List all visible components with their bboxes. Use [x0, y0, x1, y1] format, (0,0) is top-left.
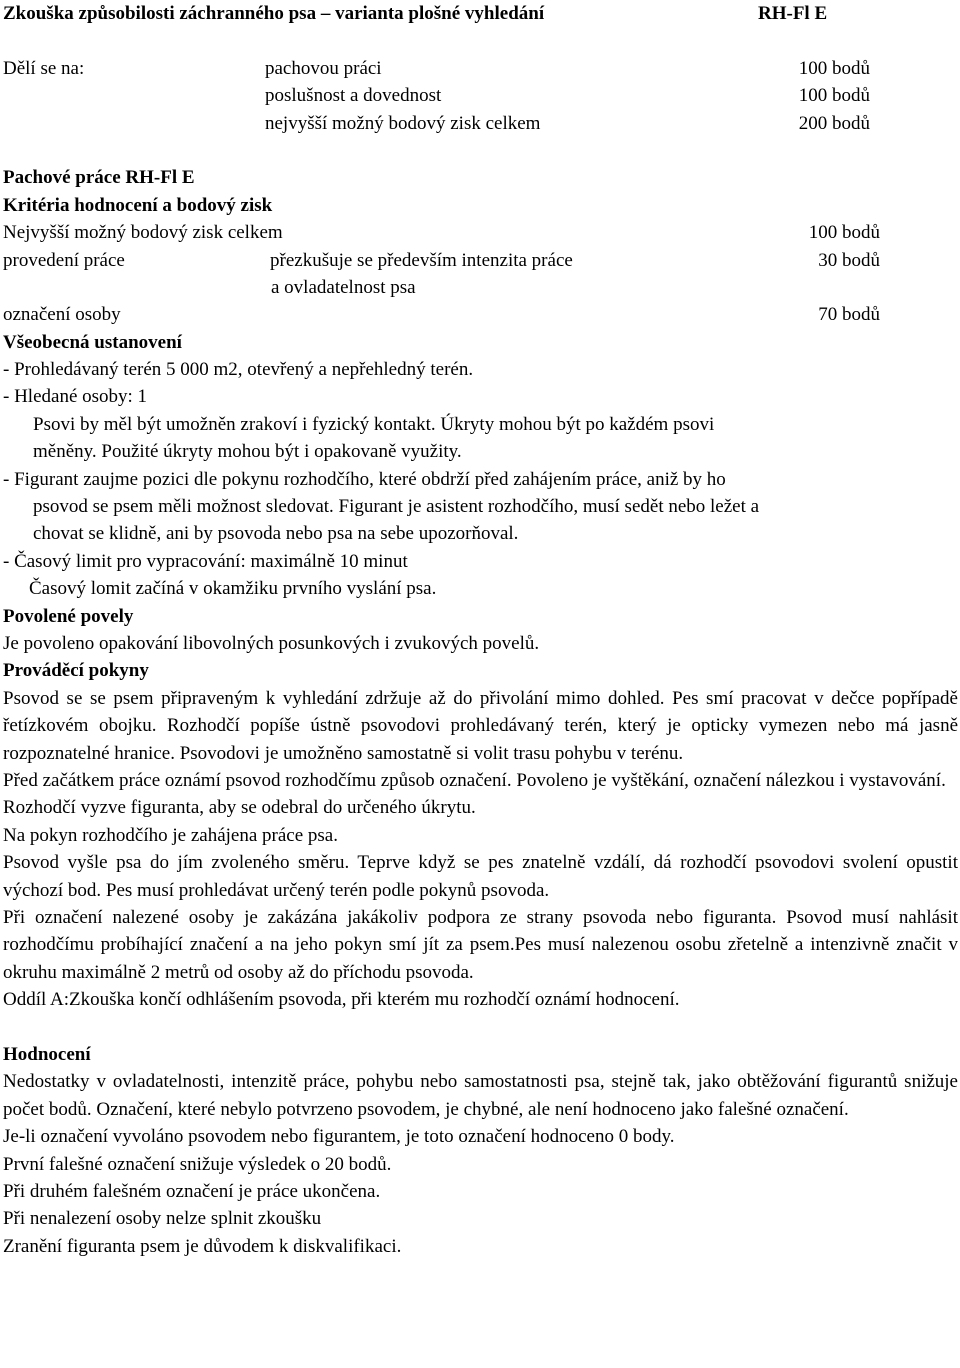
execution-row [3, 247, 958, 274]
evaluation-paragraph: Při nenalezení osoby nelze splnit zkoušku [3, 1208, 322, 1230]
instructions-paragraph: Při označení nalezené osoby je zakázána jakákoliv podpora ze strany psovoda nebo figuranta. Psovod musí nahlásit rozhodčímu probíhající značení a na jeho pokyn smí jít za psem.Pes musí nalezenou osobu zřetelně a intenzivně značit v okruhu maximálně 2 metrů od osoby až do příchodu psovoda. [3, 907, 958, 983]
split-row-1 [3, 55, 958, 82]
general-item: - Figurant zaujme pozici dle pokynu rozhodčího, které obdrží před zahájením práce, aniž by ho [3, 468, 726, 490]
instructions-paragraph: Psovod se se psem připraveným k vyhledání zdržuje až do přivolání mimo dohled. Pes smí pracovat v dečce popřípadě řetízkovém obojku. Rozhodčí popíše ústně psovodovi prohledávaný terén, který je opticky vymezen nebo má jasně rozpoznatelné hranice. Psovodovi je umožněno samostatně si volit trasu pohybu v terénu. [3, 687, 958, 764]
marking-label: označení osoby [3, 304, 121, 326]
evaluation-paragraph: První falešné označení snižuje výsledek o 20 bodů. [3, 1153, 392, 1175]
exam-code: RH-Fl E [758, 3, 828, 24]
general-item: - Prohledávaný terén 5 000 m2, otevřený a nepřehledný terén. [3, 359, 474, 381]
commands-heading: Povolené povely [3, 605, 134, 627]
general-heading: Všeobecná ustanovení [3, 331, 182, 353]
split-row-2 [3, 82, 958, 109]
criteria-heading: Kritéria hodnocení a bodový zisk [3, 194, 273, 216]
evaluation-paragraph: Je-li označení vyvoláno psovodem nebo figurantem, je toto označení hodnoceno 0 body. [3, 1126, 675, 1148]
instructions-paragraph: Oddíl A:Zkouška končí odhlášením psovoda, při kterém mu rozhodčí oznámí hodnocení. [3, 989, 680, 1011]
instructions-paragraph: Před začátkem práce oznámí psovod rozhodčímu způsob označení. Povoleno je vyštěkání, označení nálezkou i vystavování. [3, 769, 946, 791]
general-item-cont: chovat se klidně, ani by psovoda nebo psa na sebe upozorňoval. [33, 523, 519, 545]
general-item-cont: měněny. Použité úkryty mohou být i opakovaně využity. [33, 441, 462, 463]
execution-label: provedení práce [3, 249, 125, 271]
split-label: Dělí se na: [3, 57, 85, 79]
split-item-points: 100 bodů [798, 57, 870, 79]
general-item-cont: Psovi by měl být umožněn zrakoví i fyzický kontakt. Úkryty mohou být po každém psovi [33, 413, 715, 435]
instructions-paragraph: Rozhodčí vyzve figuranta, aby se odebral do určeného úkrytu. [3, 797, 476, 819]
evaluation-paragraph: Nedostatky v ovladatelnosti, intenzitě práce, pohybu nebo samostatnosti psa, stejně tak, jako obtěžování figurantů snižuje počet bodů. Označení, které nebylo potvrzeno psovodem, je chybné, ale není hodnoceno jako falešné označení. [3, 1071, 958, 1120]
document-header [3, 0, 958, 27]
document-title: Zkouška způsobilosti záchranného psa – varianta plošné vyhledání [3, 3, 545, 24]
instructions-heading: Prováděcí pokyny [3, 660, 149, 682]
max-points-value: 100 bodů [808, 222, 880, 244]
split-item-name: pachovou práci [265, 57, 382, 79]
split-item-name: nejvyšší možný bodový zisk celkem [265, 112, 541, 134]
execution-desc: přezkušuje se především intenzita práce [270, 249, 573, 271]
general-item-cont: psovod se psem měli možnost sledovat. Figurant je asistent rozhodčího, musí sedět nebo ležet a [33, 496, 760, 518]
instructions-paragraph: Psovod vyšle psa do jím zvoleného směru. Teprve když se pes znatelně vzdálí, dá rozhodčí psovodovi svolení opustit výchozí bod. Pes musí prohledávat určený terén podle pokynů psovoda. [3, 852, 958, 901]
general-item: - Časový limit pro vypracování: maximálně 10 minut [3, 550, 408, 572]
split-row-3 [3, 110, 958, 137]
execution-desc-2: a ovladatelnost psa [271, 276, 416, 298]
split-item-points: 100 bodů [798, 85, 870, 107]
evaluation-paragraph: Při druhém falešném označení je práce ukončena. [3, 1181, 381, 1203]
evaluation-heading: Hodnocení [3, 1044, 91, 1066]
general-item-cont: Časový lomit začíná v okamžiku prvního vyslání psa. [29, 578, 437, 600]
marking-points: 70 bodů [818, 304, 880, 326]
document-page [3, 0, 958, 1260]
commands-text: Je povoleno opakování libovolných posunkových i zvukových povelů. [3, 632, 540, 654]
instructions-paragraph: Na pokyn rozhodčího je zahájena práce psa. [3, 824, 338, 846]
max-points-label: Nejvyšší možný bodový zisk celkem [3, 222, 283, 244]
max-points-row [3, 219, 958, 246]
split-item-points: 200 bodů [798, 112, 870, 134]
general-item: - Hledané osoby: 1 [3, 386, 148, 408]
marking-row [3, 301, 958, 328]
split-item-name: poslušnost a dovednost [265, 85, 442, 107]
execution-points: 30 bodů [818, 249, 880, 271]
evaluation-paragraph: Zranění figuranta psem je důvodem k diskvalifikaci. [3, 1235, 402, 1257]
scent-heading: Pachové práce RH-Fl E [3, 167, 195, 189]
execution-row-2 [3, 274, 958, 301]
